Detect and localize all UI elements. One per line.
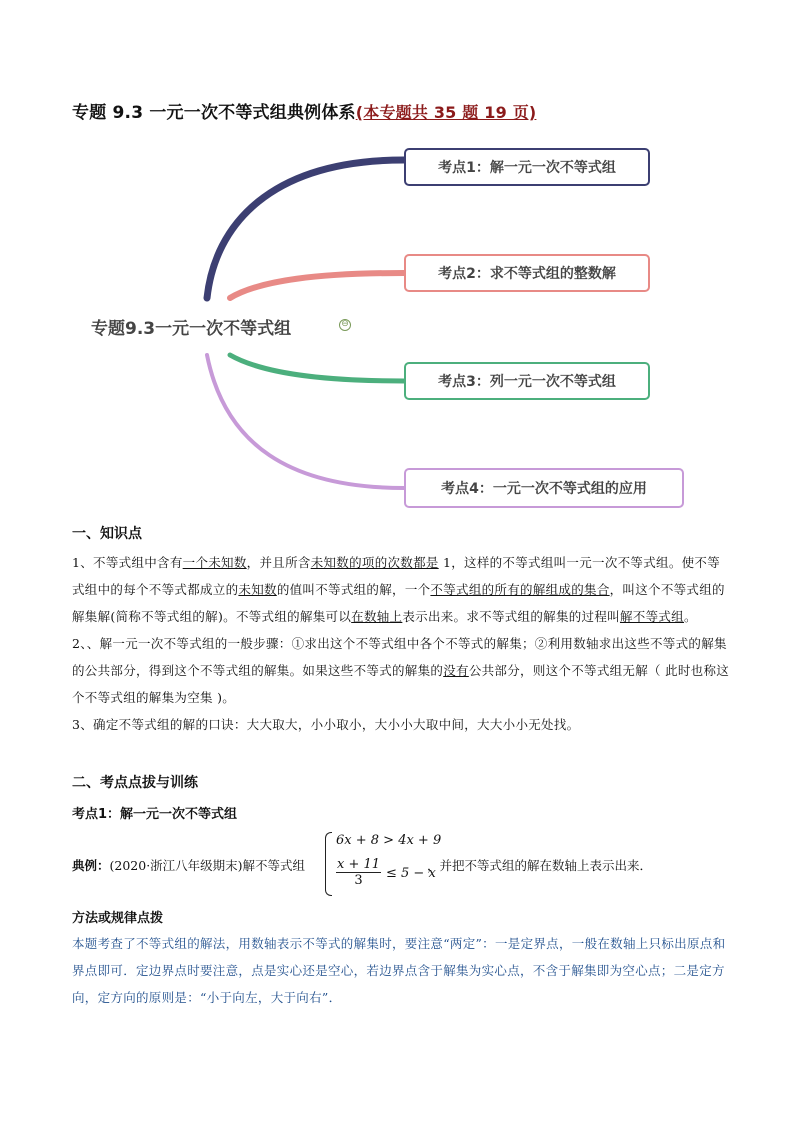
fraction-numerator: x + 11 — [336, 857, 381, 872]
method-heading: 方法或规律点拨 — [72, 911, 164, 926]
knowledge-para-3: 3、确定不等式组的解的口诀：大大取大，小小取小，大小小大取中间，大大小小无处找。 — [72, 717, 580, 732]
mind-map-node-2: 考点2：求不等式组的整数解 — [404, 254, 650, 292]
example-tag: 典例： — [72, 858, 110, 873]
knowledge-points — [72, 549, 732, 738]
underlined-term: 解不等式组 — [619, 609, 684, 624]
underlined-term: 不等式组的所有的解组成的集合 — [430, 582, 610, 597]
system-brace — [325, 832, 332, 896]
text: 的值叫不等式组的解，一个 — [276, 582, 431, 597]
title-main: 专题 9.3 一元一次不等式组典例体系 — [72, 103, 356, 123]
example-label — [72, 856, 305, 874]
text: 表示出来。求不等式组的解集的过程叫 — [402, 609, 620, 624]
underlined-term: 未知数的项的次数都是 — [310, 555, 439, 570]
underlined-term: 在数轴上 — [351, 609, 403, 624]
text: 1、不等式组中含有 — [72, 555, 183, 570]
fraction-denominator: 3 — [354, 873, 363, 888]
mind-map-root: 专题9.3一元一次不等式组 — [91, 319, 292, 339]
fraction — [336, 857, 381, 888]
text: ，并且所含 — [246, 555, 311, 570]
title-tag: (本专题共 35 题 19 页) — [355, 103, 537, 122]
example-problem — [72, 830, 752, 900]
text: ，叫这个不等式组的解集解(简称不等式组的解)。不等式组的解集可以 — [72, 582, 725, 624]
method-text: 本题考查了不等式组的解法，用数轴表示不等式的解集时，要注意“两定”：一是定界点，一般在数轴上只标出原点和界点即可．定边界点时要注意，点是实心还是空心，若边界点含于解集为实心点，不含于解集即为空心点；二是定方向，定方向的原则是：“小于向左，大于向右”． — [72, 936, 726, 1005]
mind-map-node-1: 考点1：解一元一次不等式组 — [404, 148, 650, 186]
collapse-icon[interactable]: ⊖ — [339, 319, 351, 331]
section-heading-knowledge: 一、知识点 — [72, 526, 142, 542]
underlined-term: 没有 — [443, 663, 469, 678]
mind-map-node-3: 考点3：列一元一次不等式组 — [404, 362, 650, 400]
mind-map-node-4: 考点4：一元一次不等式组的应用 — [404, 468, 684, 508]
example-instruction: ，并把不等式组的解在数轴上表示出来． — [427, 858, 653, 873]
inequality-1: 6x + 8 > 4x + 9 — [336, 833, 442, 848]
section-heading-training: 二、考点点拔与训练 — [72, 775, 198, 791]
text: 公共部分，则这个不等式组无解（ 此时也称这个不等式组的解集为空集 )。 — [72, 663, 730, 705]
branch-2 — [230, 273, 404, 298]
kp1-heading: 考点1：解一元一次不等式组 — [72, 807, 238, 822]
mind-map — [0, 130, 794, 520]
underlined-term: 未知数 — [238, 582, 277, 597]
inequality-2-rest: ≤ 5 − x — [386, 866, 436, 881]
example-source: (2020·浙江八年级期末)解不等式组 — [109, 858, 306, 873]
text: 2、、解一元一次不等式组的一般步骤：①求出这个不等式组中各个不等式的解集；②利用数轴求出这些不等式的解集的公共部分，得到这个不等式组的解集。如果这些不等式的解集的 — [72, 636, 727, 678]
knowledge-para-2 — [72, 630, 732, 711]
text: 1，这样的不等式组叫一元一次不等式组。使不等式组中的每个不等式都成立的 — [72, 555, 721, 597]
knowledge-para-1 — [72, 549, 732, 630]
underlined-term: 一个未知数 — [182, 555, 247, 570]
branch-3 — [230, 355, 404, 381]
document-title — [72, 98, 536, 123]
text: 。 — [683, 609, 697, 624]
